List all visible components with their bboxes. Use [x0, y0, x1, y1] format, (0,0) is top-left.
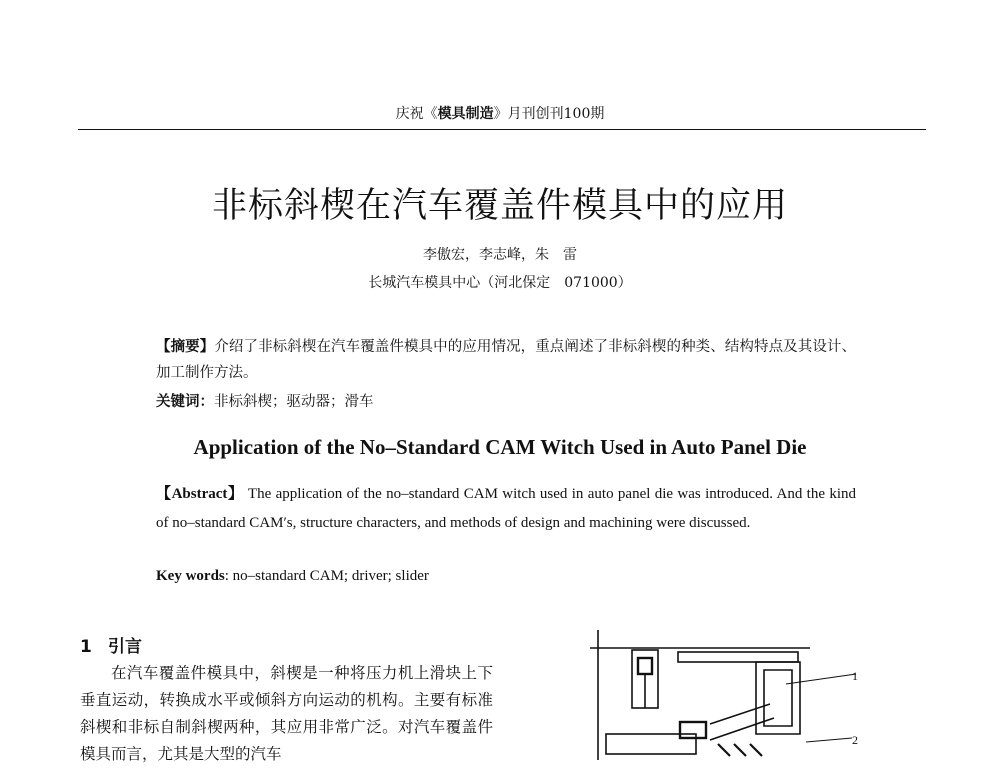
paper-title: 非标斜楔在汽车覆盖件模具中的应用 — [211, 186, 788, 226]
paper-title-en: Application of the No–Standard CAM Witch Used in Auto Panel Die — [193, 435, 807, 459]
figure-callout-1: 1 — [852, 669, 858, 683]
figure-leader-2 — [806, 738, 852, 742]
figure-inner-housing — [764, 670, 792, 726]
figure-bolt-head — [638, 658, 652, 674]
section-heading — [80, 632, 142, 657]
running-header-prefix: 庆祝《 — [395, 106, 438, 122]
figure-slider-hatch — [718, 744, 762, 756]
abstract-en-text: The application of the no–standard CAM witch used in auto panel die was introduced. And the kind of no–standard CAM′s, structure characters, and methods of design and machining were discussed. — [156, 486, 856, 531]
keywords-cn-text: 非标斜楔；驱动器；滑车 — [214, 394, 374, 410]
section-number: 1 — [80, 637, 92, 657]
body-paragraph: 在汽车覆盖件模具中，斜楔是一种将压力机上滑块上下垂直运动，转换成水平或倾斜方向运动的机构。主要有标准斜楔和非标自制斜楔两种，其应用非常广泛。对汽车覆盖件模具而言，尤其是大型的汽车 — [80, 664, 493, 763]
keywords-en-label: Key words — [156, 568, 225, 584]
section-title: 引言 — [108, 637, 142, 657]
authors: 李傲宏，李志峰，朱 雷 — [423, 247, 577, 263]
journal-name: 模具制造 — [437, 106, 494, 122]
abstract-cn-label: 【摘要】 — [156, 339, 215, 355]
abstract-en — [156, 480, 856, 538]
abstract-cn — [156, 334, 856, 386]
figure-side-housing — [756, 662, 800, 734]
keywords-cn — [156, 390, 856, 411]
figure-leader-1 — [786, 674, 856, 684]
figure-spring-block — [680, 722, 706, 738]
figure-top-plate — [678, 652, 798, 662]
keywords-en — [156, 568, 856, 585]
figure-callout-2: 2 — [852, 733, 858, 747]
running-header-suffix: 》月刊创刊100期 — [493, 106, 605, 122]
section-body — [80, 660, 493, 768]
cam-structure-figure — [560, 622, 860, 760]
keywords-cn-label: 关键词： — [156, 394, 214, 410]
running-header — [0, 103, 1000, 123]
affiliation: 长城汽车模具中心（河北保定 071000） — [368, 275, 632, 291]
abstract-cn-text: 介绍了非标斜楔在汽车覆盖件模具中的应用情况，重点阐述了非标斜楔的种类、结构特点及其设计、加工制作方法。 — [156, 339, 856, 381]
header-rule — [78, 129, 926, 130]
abstract-en-label: 【Abstract】 — [156, 486, 244, 502]
keywords-en-text: : no–standard CAM; driver; slider — [224, 568, 429, 584]
